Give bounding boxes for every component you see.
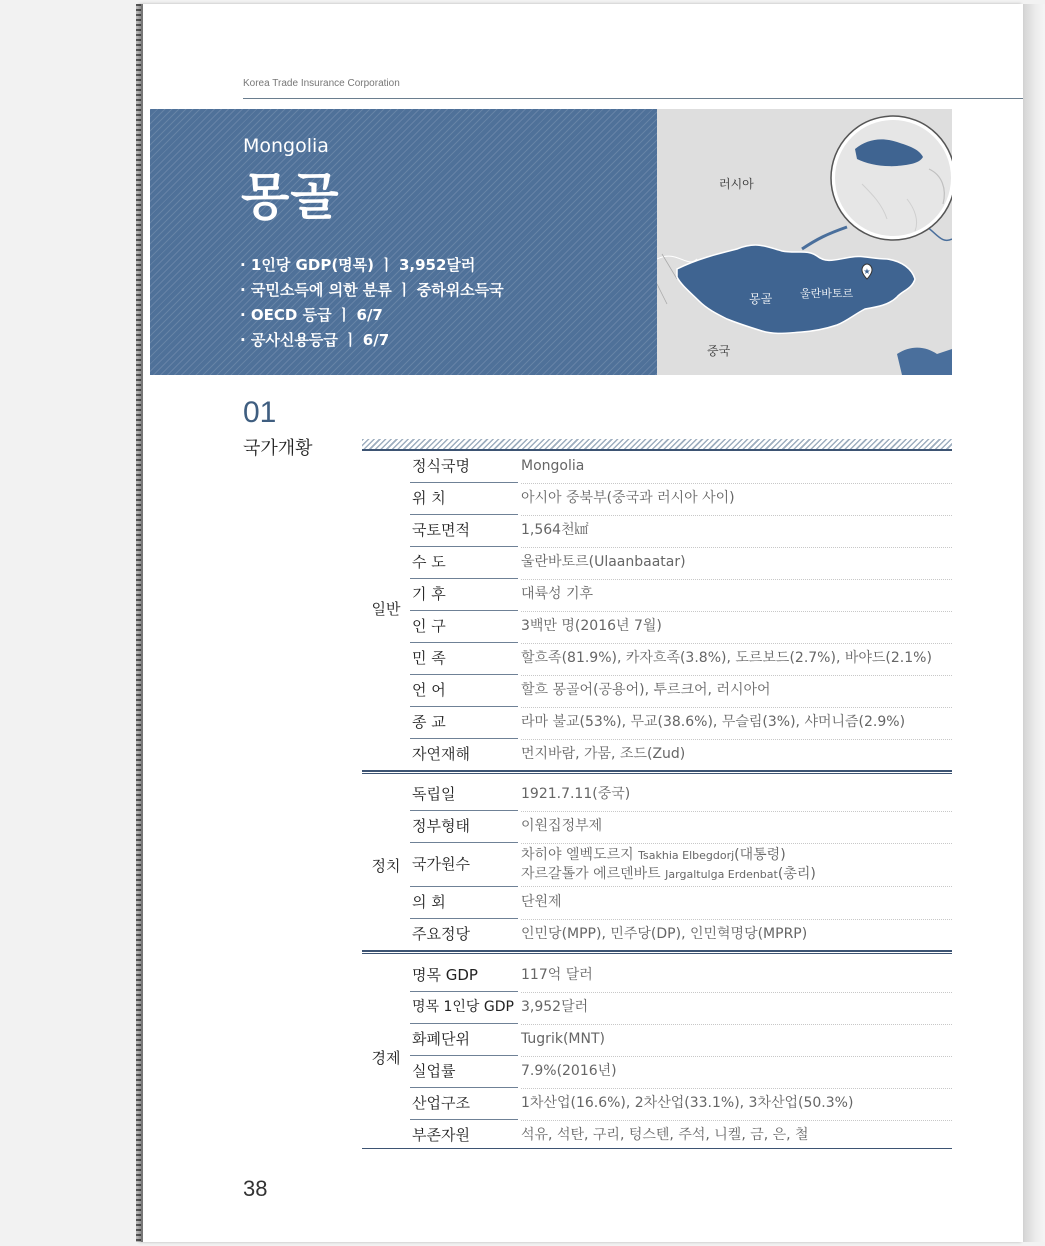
fact-income-class: · 국민소득에 의한 분류 ㅣ 중하위소득국 [240,281,504,299]
hero-banner [150,109,657,375]
row-key: 실업률 [410,1057,518,1088]
row-key: 부존자원 [412,1126,470,1144]
group-economy [362,961,952,1151]
row-value: Tugrik(MNT) [521,1025,952,1057]
row-value: 3백만 명(2016년 7월) [521,612,952,644]
map-graphic [657,109,952,375]
row-key: 기 후 [410,580,518,611]
row-key: 인 구 [410,612,518,643]
group-label-economy: 경제 [371,1049,401,1067]
row-key: 정부형태 [410,812,518,843]
country-name-ko: 몽골 [241,168,340,226]
group-label-general: 일반 [371,600,401,618]
table-row [410,548,952,580]
row-key: 국토면적 [410,516,518,547]
table-row [410,1057,952,1089]
row-value: 1921.7.11(중국) [521,780,952,812]
table-row [410,1025,952,1057]
row-key: 명목 1인당 GDP [410,993,518,1024]
group-separator [362,770,952,774]
table-row [410,780,952,812]
group-politics [362,780,952,950]
row-value: 이원집정부제 [521,812,952,844]
row-key: 위 치 [410,484,518,515]
row-key: 산업구조 [410,1089,518,1120]
map-label-russia: 러시아 [719,177,754,191]
table-hatch-bar [362,439,952,449]
row-value: 117억 달러 [521,961,952,993]
group-label-politics: 정치 [371,857,401,875]
table-row [410,708,952,740]
row-value: 1,564천㎢ [521,516,952,548]
table-row [410,612,952,644]
row-key: 민 족 [410,644,518,675]
row-value: 라마 불교(53%), 무교(38.6%), 무슬림(3%), 샤머니즘(2.9%) [521,708,952,740]
fact-oecd: · OECD 등급 ㅣ 6/7 [240,306,383,324]
row-key: 자연재해 [412,745,470,763]
head-of-state-line-2: 자르갈톨가 에르덴바트 Jargaltulga Erdenbat(총리) [521,866,816,882]
table-row [410,452,952,484]
row-key: 수 도 [410,548,518,579]
fact-gdp: · 1인당 GDP(명목) ㅣ 3,952달러 [240,256,476,274]
group-general [362,452,952,772]
row-key: 종 교 [410,708,518,739]
row-value: 울란바토르(Ulaanbaatar) [521,548,952,580]
row-value: 7.9%(2016년) [521,1057,952,1089]
table-row [410,812,952,844]
row-value: 아시아 중북부(중국과 러시아 사이) [521,484,952,516]
table-row [410,740,952,772]
header-org: Korea Trade Insurance Corporation [243,78,400,89]
row-key: 언 어 [410,676,518,707]
table-row [410,844,952,888]
map-label-mongolia: 몽골 [749,292,773,306]
row-value: 1차산업(16.6%), 2차산업(33.1%), 3차산업(50.3%) [521,1089,952,1121]
row-key: 국가원수 [410,844,518,887]
table-row [410,580,952,612]
row-value: 인민당(MPP), 민주당(DP), 인민혁명당(MPRP) [521,926,808,942]
table-row [410,644,952,676]
map-label-capital: 울란바토르 [800,287,854,300]
head-of-state-line-1: 차히야 엘벡도르지 Tsakhia Elbegdorj(대통령) [521,847,786,863]
row-value [521,844,952,887]
document-page [141,4,1023,1242]
header-rule [243,98,1023,99]
page-curl [1021,4,1045,1242]
group-separator [362,950,952,954]
table-row [410,920,952,952]
table-row [410,516,952,548]
row-value: Mongolia [521,452,952,484]
row-value: 할흐 몽골어(공용어), 투르크어, 러시아어 [521,676,952,708]
page-number: 38 [243,1176,268,1201]
fact-credit: · 공사신용등급 ㅣ 6/7 [240,331,390,349]
row-value: 먼지바람, 가뭄, 조드(Zud) [521,746,686,762]
row-value: 석유, 석탄, 구리, 텅스텐, 주석, 니켈, 금, 은, 철 [521,1127,809,1143]
country-name-en: Mongolia [243,135,329,157]
table-row [410,484,952,516]
row-key: 정식국명 [410,452,518,483]
table-row [410,993,952,1025]
table-row [410,888,952,920]
row-key: 화폐단위 [410,1025,518,1056]
row-key: 주요정당 [412,925,470,943]
section-number: 01 [243,396,277,429]
row-value: 할흐족(81.9%), 카자흐족(3.8%), 도르보드(2.7%), 바야드(2.1%) [521,644,952,676]
row-key: 독립일 [410,780,518,811]
map-label-china: 중국 [707,344,731,358]
row-key: 의 회 [410,888,518,919]
table-bottom-rule [362,1148,952,1149]
section-title: 국가개황 [243,438,313,459]
row-value: 대륙성 기후 [521,580,952,612]
location-map [657,109,952,375]
row-key: 명목 GDP [410,961,518,992]
svg-text:★: ★ [863,267,871,276]
row-value: 3,952달러 [521,993,952,1025]
row-value: 단원제 [521,888,952,920]
table-top-rule [362,449,952,451]
table-row [410,1089,952,1121]
key-facts [240,253,504,353]
table-row [410,961,952,993]
table-row [410,676,952,708]
